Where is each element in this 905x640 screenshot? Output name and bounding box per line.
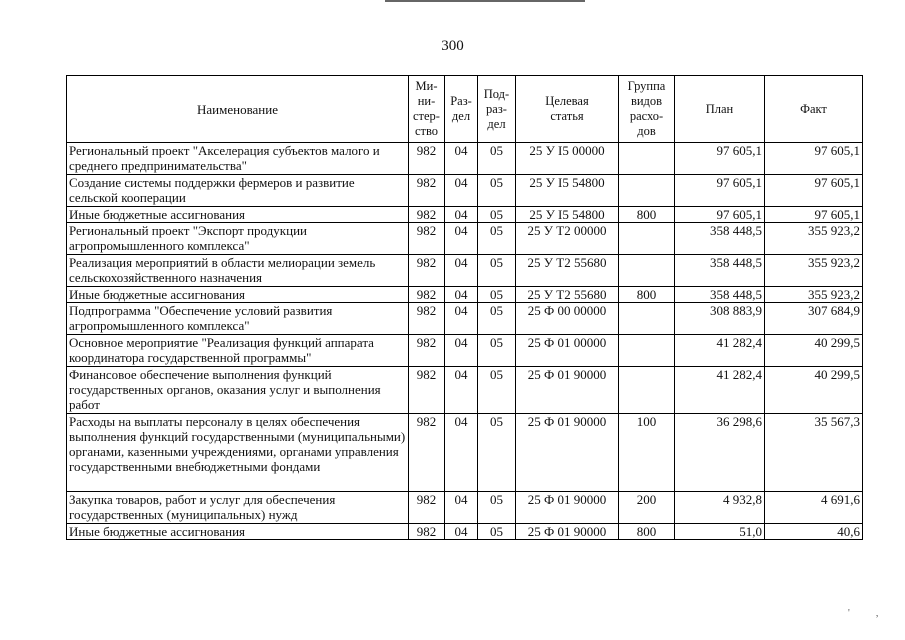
cell-target: 25 Ф 00 00000 (516, 303, 619, 335)
cell-fact: 40,6 (765, 524, 863, 540)
cell-section: 04 (445, 492, 478, 524)
cell-ministry: 982 (409, 524, 445, 540)
cell-name: Региональный проект "Акселерация субъектов малого и среднего предпринимательства" (67, 143, 409, 175)
cell-subsection: 05 (478, 207, 516, 223)
cell-fact: 355 923,2 (765, 287, 863, 303)
cell-target: 25 У Т2 55680 (516, 287, 619, 303)
cell-fact: 4 691,6 (765, 492, 863, 524)
table-row (67, 524, 863, 540)
header-plan: План (675, 76, 765, 143)
table-body (67, 143, 863, 540)
cell-fact: 40 299,5 (765, 335, 863, 367)
cell-group (619, 223, 675, 255)
cell-plan: 97 605,1 (675, 143, 765, 175)
cell-section: 04 (445, 303, 478, 335)
cell-target: 25 Ф 01 00000 (516, 335, 619, 367)
cell-subsection: 05 (478, 303, 516, 335)
cell-target: 25 Ф 01 90000 (516, 367, 619, 414)
table-row (67, 143, 863, 175)
cell-section: 04 (445, 287, 478, 303)
cell-ministry: 982 (409, 414, 445, 492)
cell-name: Иные бюджетные ассигнования (67, 287, 409, 303)
cell-group (619, 303, 675, 335)
cell-target: 25 У I5 54800 (516, 207, 619, 223)
cell-plan: 4 932,8 (675, 492, 765, 524)
cell-plan: 358 448,5 (675, 223, 765, 255)
cell-section: 04 (445, 414, 478, 492)
cell-section: 04 (445, 255, 478, 287)
table-row (67, 414, 863, 492)
header-name: Наименование (67, 76, 409, 143)
cell-subsection: 05 (478, 287, 516, 303)
cell-plan: 36 298,6 (675, 414, 765, 492)
cell-group (619, 367, 675, 414)
table-row (67, 207, 863, 223)
cell-group: 800 (619, 207, 675, 223)
cell-subsection: 05 (478, 143, 516, 175)
page-number: 300 (441, 38, 464, 54)
cell-ministry: 982 (409, 223, 445, 255)
header-target-text: Целевая статья (545, 94, 589, 123)
cell-section: 04 (445, 335, 478, 367)
top-rule (385, 0, 585, 2)
cell-target: 25 Ф 01 90000 (516, 414, 619, 492)
cell-plan: 308 883,9 (675, 303, 765, 335)
table-header-row (67, 76, 863, 143)
cell-plan: 358 448,5 (675, 255, 765, 287)
cell-group: 200 (619, 492, 675, 524)
cell-section: 04 (445, 524, 478, 540)
cell-fact: 307 684,9 (765, 303, 863, 335)
header-subsection (478, 76, 516, 143)
cell-section: 04 (445, 223, 478, 255)
cell-plan: 97 605,1 (675, 175, 765, 207)
cell-name: Закупка товаров, работ и услуг для обеспечения государственных (муниципальных) нужд (67, 492, 409, 524)
table-row (67, 223, 863, 255)
cell-plan: 358 448,5 (675, 287, 765, 303)
header-group (619, 76, 675, 143)
cell-ministry: 982 (409, 287, 445, 303)
cell-target: 25 У I5 00000 (516, 143, 619, 175)
cell-fact: 355 923,2 (765, 223, 863, 255)
header-ministry (409, 76, 445, 143)
cell-fact: 40 299,5 (765, 367, 863, 414)
cell-fact: 97 605,1 (765, 143, 863, 175)
cell-subsection: 05 (478, 255, 516, 287)
cell-plan: 97 605,1 (675, 207, 765, 223)
header-subsection-text: Под- раз- дел (483, 86, 510, 131)
cell-name: Иные бюджетные ассигнования (67, 207, 409, 223)
header-section (445, 76, 478, 143)
table-row (67, 287, 863, 303)
table-row (67, 335, 863, 367)
cell-ministry: 982 (409, 175, 445, 207)
budget-table (66, 75, 863, 540)
table-row (67, 255, 863, 287)
cell-target: 25 У Т2 55680 (516, 255, 619, 287)
cell-fact: 97 605,1 (765, 175, 863, 207)
cell-section: 04 (445, 367, 478, 414)
cell-target: 25 Ф 01 90000 (516, 492, 619, 524)
cell-section: 04 (445, 207, 478, 223)
cell-section: 04 (445, 175, 478, 207)
cell-name: Финансовое обеспечение выполнения функций государственных органов, оказания услуг и выполнения работ (67, 367, 409, 414)
scan-marks: ' , (848, 608, 879, 619)
cell-group (619, 143, 675, 175)
table-row (67, 175, 863, 207)
header-target (516, 76, 619, 143)
table-row (67, 492, 863, 524)
cell-subsection: 05 (478, 223, 516, 255)
cell-name: Основное мероприятие "Реализация функций аппарата координатора государственной программы" (67, 335, 409, 367)
cell-group (619, 335, 675, 367)
cell-ministry: 982 (409, 303, 445, 335)
cell-group (619, 175, 675, 207)
cell-group: 100 (619, 414, 675, 492)
cell-ministry: 982 (409, 255, 445, 287)
cell-fact: 97 605,1 (765, 207, 863, 223)
cell-target: 25 Ф 01 90000 (516, 524, 619, 540)
cell-name: Создание системы поддержки фермеров и развитие сельской кооперации (67, 175, 409, 207)
cell-name: Иные бюджетные ассигнования (67, 524, 409, 540)
cell-subsection: 05 (478, 175, 516, 207)
header-section-text: Раз- дел (450, 94, 472, 123)
header-fact: Факт (765, 76, 863, 143)
cell-ministry: 982 (409, 143, 445, 175)
header-group-text: Группа видов расхо- дов (627, 79, 666, 138)
cell-group: 800 (619, 524, 675, 540)
cell-fact: 35 567,3 (765, 414, 863, 492)
cell-plan: 41 282,4 (675, 367, 765, 414)
cell-target: 25 У I5 54800 (516, 175, 619, 207)
cell-ministry: 982 (409, 207, 445, 223)
cell-group (619, 255, 675, 287)
cell-ministry: 982 (409, 492, 445, 524)
header-ministry-text: Ми- ни- стер- ство (413, 79, 440, 138)
cell-plan: 51,0 (675, 524, 765, 540)
cell-name: Региональный проект "Экспорт продукции агропромышленного комплекса" (67, 223, 409, 255)
cell-subsection: 05 (478, 335, 516, 367)
cell-ministry: 982 (409, 367, 445, 414)
cell-subsection: 05 (478, 367, 516, 414)
cell-fact: 355 923,2 (765, 255, 863, 287)
cell-name: Расходы на выплаты персоналу в целях обеспечения выполнения функций государственными (муниципальными) органами, казенными учреждениями, органами управления государственными внебюджетными фондами (67, 414, 409, 492)
cell-subsection: 05 (478, 524, 516, 540)
cell-name: Реализация мероприятий в области мелиорации земель сельскохозяйственного назначения (67, 255, 409, 287)
cell-subsection: 05 (478, 492, 516, 524)
cell-name: Подпрограмма "Обеспечение условий развития агропромышленного комплекса" (67, 303, 409, 335)
table-row (67, 367, 863, 414)
cell-subsection: 05 (478, 414, 516, 492)
cell-plan: 41 282,4 (675, 335, 765, 367)
cell-target: 25 У Т2 00000 (516, 223, 619, 255)
cell-section: 04 (445, 143, 478, 175)
cell-ministry: 982 (409, 335, 445, 367)
cell-group: 800 (619, 287, 675, 303)
table-row (67, 303, 863, 335)
